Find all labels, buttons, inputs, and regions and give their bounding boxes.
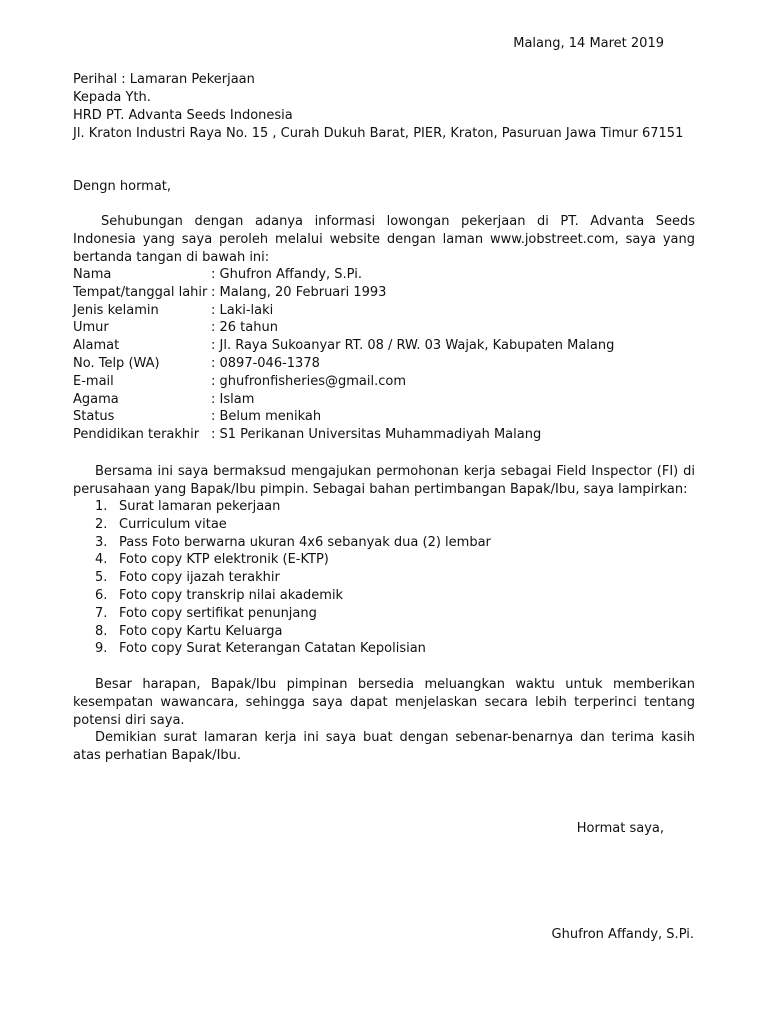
info-value: : 26 tahun	[211, 320, 278, 336]
list-number: 3.	[95, 534, 108, 550]
list-text: Surat lamaran pekerjaan	[119, 499, 281, 514]
greeting: Dengn hormat,	[73, 179, 172, 194]
list-item	[95, 551, 491, 569]
list-text: Curriculum vitae	[119, 516, 227, 532]
list-number: 5.	[95, 570, 108, 586]
info-row	[73, 266, 614, 284]
info-value: : S1 Perikanan Universitas Muhammadiyah Malang	[211, 427, 542, 443]
info-value: : 0897-046-1378	[211, 355, 320, 371]
list-text: Foto copy transkrip nilai akademik	[119, 587, 344, 603]
list-text: Foto copy Surat Keterangan Catatan Kepolisian	[119, 641, 426, 657]
attachment-list	[95, 498, 491, 658]
company-line: HRD PT. Advanta Seeds Indonesia	[73, 108, 293, 123]
info-row	[73, 302, 614, 320]
list-number: 4.	[95, 552, 108, 568]
info-value: : Ghufron Affandy, S.Pi.	[211, 267, 362, 282]
list-number: 1.	[95, 499, 108, 514]
list-number: 6.	[95, 587, 108, 603]
closing-salutation: Hormat saya,	[576, 821, 664, 836]
info-label: Agama	[73, 391, 119, 407]
list-item	[95, 569, 491, 587]
list-number: 8.	[95, 623, 108, 639]
recipient-block	[73, 71, 683, 143]
subject-line: Perihal : Lamaran Pekerjaan	[73, 72, 255, 87]
info-label: E-mail	[73, 373, 114, 389]
list-text: Foto copy Kartu Keluarga	[119, 623, 283, 639]
info-label: Status	[73, 409, 115, 425]
info-row	[73, 284, 614, 302]
info-label: Umur	[73, 320, 109, 336]
list-item	[95, 534, 491, 552]
info-label: Tempat/tanggal lahir	[73, 284, 208, 300]
list-item	[95, 623, 491, 641]
address-line: Jl. Kraton Industri Raya No. 15 , Curah Dukuh Barat, PIER, Kraton, Pasuruan Jawa Timur 67151	[73, 126, 684, 141]
info-value: : ghufronfisheries@gmail.com	[211, 373, 406, 389]
info-label: Jenis kelamin	[73, 302, 159, 318]
info-value: : Islam	[211, 391, 255, 407]
list-text: Foto copy KTP elektronik (E-KTP)	[119, 552, 329, 568]
purpose-paragraph: Bersama ini saya bermaksud mengajukan permohonan kerja sebagai Field Inspector (FI) di perusahaan yang Bapak/Ibu pimpin. Sebagai bahan pertimbangan Bapak/Ibu, saya lampirkan:	[73, 464, 695, 497]
info-row	[73, 426, 614, 444]
info-row	[73, 373, 614, 391]
personal-info-table	[73, 266, 614, 444]
list-item	[95, 605, 491, 623]
info-value: : Belum menikah	[211, 409, 322, 425]
intro-paragraph: Sehubungan dengan adanya informasi lowongan pekerjaan di PT. Advanta Seeds Indonesia yang saya peroleh melalui website dengan laman www.jobstreet.com, saya yang bertanda tangan di bawah ini:	[73, 214, 695, 265]
list-text: Foto copy sertifikat penunjang	[119, 605, 317, 621]
list-number: 2.	[95, 516, 108, 532]
info-value: : Laki-laki	[211, 302, 274, 318]
info-row	[73, 337, 614, 355]
addressee-line: Kepada Yth.	[73, 90, 151, 105]
list-text: Foto copy ijazah terakhir	[119, 570, 280, 586]
info-label: Nama	[73, 267, 112, 282]
list-number: 7.	[95, 605, 108, 621]
list-item	[95, 587, 491, 605]
letter-date: Malang, 14 Maret 2019	[513, 36, 664, 51]
info-row	[73, 355, 614, 373]
info-label: Pendidikan terakhir	[73, 427, 200, 443]
list-text: Pass Foto berwarna ukuran 4x6 sebanyak dua (2) lembar	[119, 534, 491, 550]
list-number: 9.	[95, 641, 108, 657]
signer-name: Ghufron Affandy, S.Pi.	[551, 927, 694, 942]
list-item	[95, 640, 491, 658]
info-label: No. Telp (WA)	[73, 355, 160, 371]
info-label: Alamat	[73, 338, 120, 354]
hope-paragraph: Besar harapan, Bapak/Ibu pimpinan bersedia meluangkan waktu untuk memberikan kesempatan wawancara, sehingga saya dapat menjelaskan secara lebih terperinci tentang potensi diri saya.	[73, 677, 695, 728]
info-row	[73, 319, 614, 337]
info-value: : Jl. Raya Sukoanyar RT. 08 / RW. 03 Wajak, Kabupaten Malang	[211, 338, 615, 354]
list-item	[95, 516, 491, 534]
info-row	[73, 391, 614, 409]
closing-paragraph: Demikian surat lamaran kerja ini saya buat dengan sebenar-benarnya dan terima kasih atas perhatian Bapak/Ibu.	[73, 730, 695, 763]
info-value: : Malang, 20 Februari 1993	[211, 284, 387, 300]
info-row	[73, 408, 614, 426]
list-item	[95, 498, 491, 516]
